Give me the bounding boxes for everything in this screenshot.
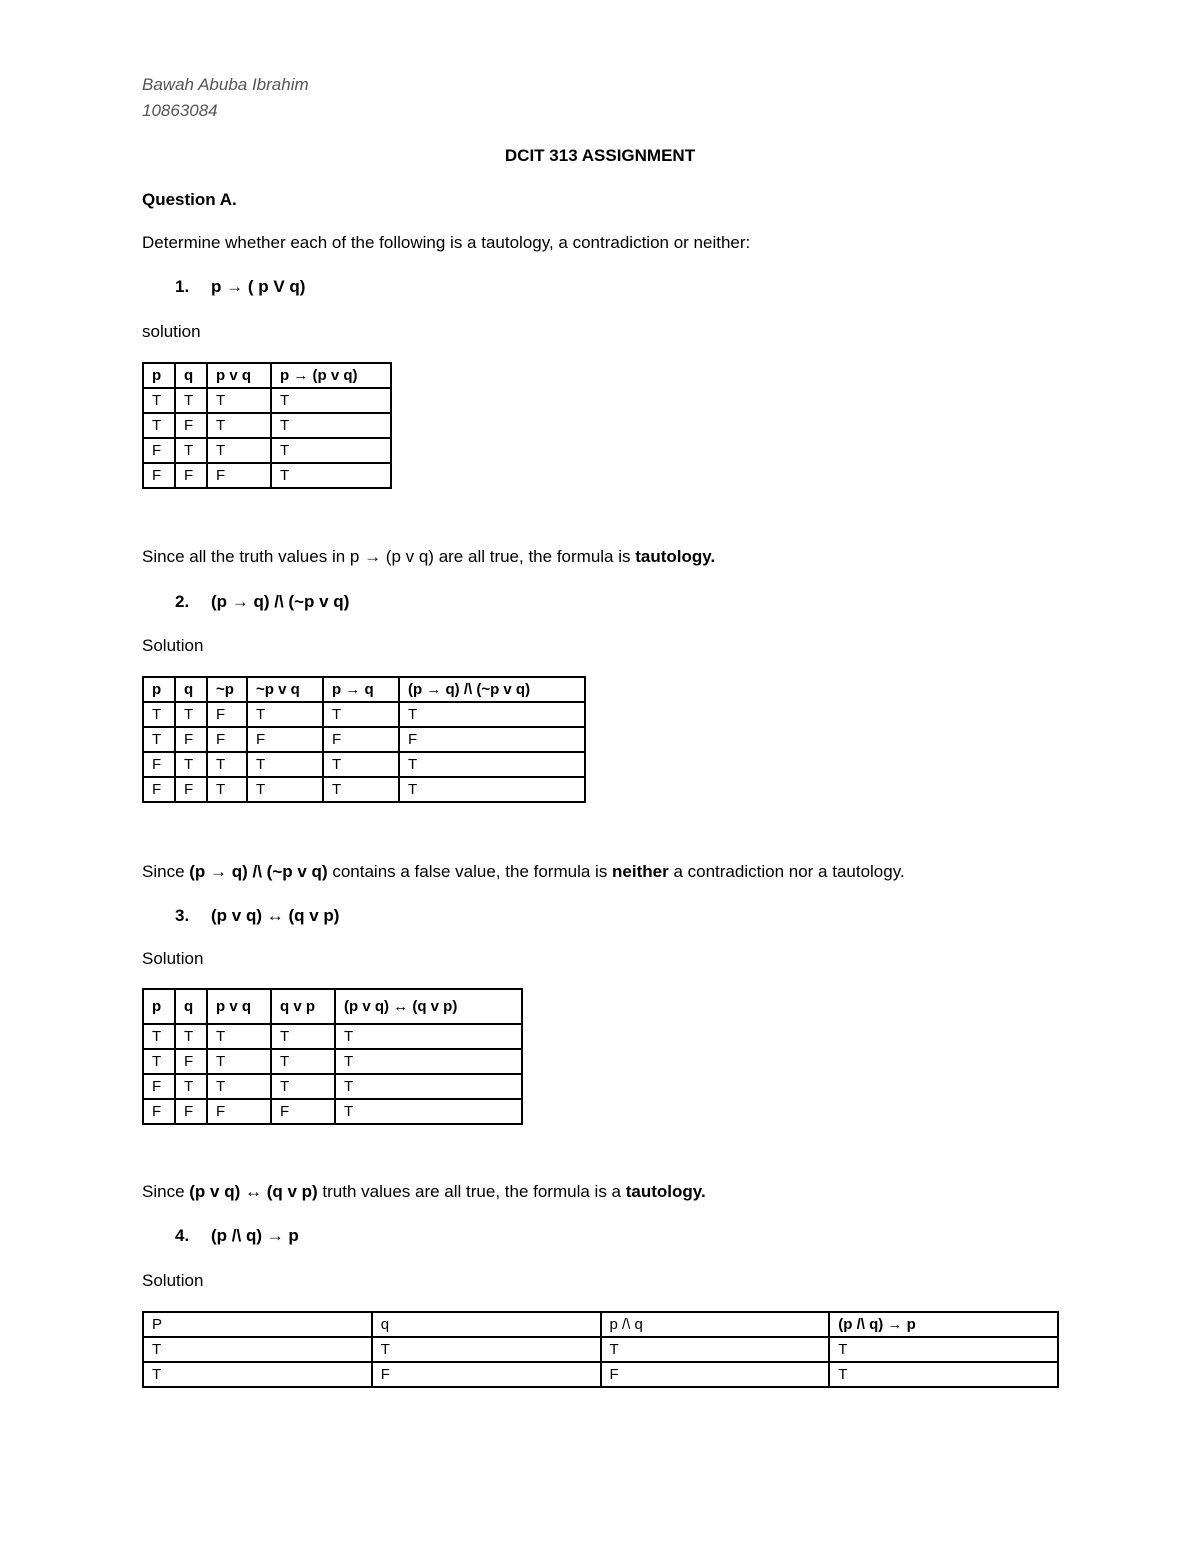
conclusion-result: tautology. <box>635 547 716 566</box>
table-cell: T <box>247 752 323 777</box>
table-header-cell: p → (p v q) <box>271 363 391 388</box>
item-number: 2. <box>175 592 190 611</box>
table-row <box>143 413 391 438</box>
table-cell: T <box>271 413 391 438</box>
table-cell: T <box>175 752 207 777</box>
table-row <box>143 777 585 802</box>
item-2-truth-table <box>142 676 586 803</box>
table-cell: F <box>207 727 247 752</box>
table-header-cell: q <box>175 363 207 388</box>
table-row <box>143 388 391 413</box>
conclusion-text: Since <box>142 862 190 881</box>
item-number: 3. <box>175 906 190 925</box>
item-formula: (p v q) ↔ (q v p) <box>211 906 340 925</box>
conclusion-text: truth values are all true, the formula is a <box>317 1182 626 1201</box>
table-row <box>143 752 585 777</box>
table-header-cell: ~p v q <box>247 677 323 702</box>
table-cell: F <box>143 1099 175 1124</box>
table-cell: F <box>143 777 175 802</box>
table-cell: T <box>247 702 323 727</box>
table-row <box>143 1074 522 1099</box>
table-row <box>143 1099 522 1124</box>
table-cell: F <box>175 463 207 488</box>
table-cell: T <box>323 702 399 727</box>
student-id: 10863084 <box>142 101 218 120</box>
item-formula: (p → q) /\ (~p v q) <box>211 592 350 611</box>
conclusion-text: Since <box>142 1182 190 1201</box>
table-cell: F <box>175 413 207 438</box>
table-header-cell: q <box>175 677 207 702</box>
item-4-solution-label: Solution <box>142 1271 204 1290</box>
table-cell: T <box>175 388 207 413</box>
table-cell: F <box>143 1074 175 1099</box>
item-1-solution-label: solution <box>142 322 201 341</box>
table-cell: T <box>271 1024 335 1049</box>
table-header-cell: q v p <box>271 989 335 1024</box>
table-header-cell: P <box>143 1312 372 1337</box>
table-header-row <box>143 989 522 1024</box>
author-name: Bawah Abuba Ibrahim <box>142 75 309 94</box>
table-cell: T <box>143 413 175 438</box>
table-header-row <box>143 677 585 702</box>
conclusion-formula: (p v q) ↔ (q v p) <box>189 1182 318 1201</box>
table-cell: T <box>175 1024 207 1049</box>
table-cell: F <box>175 727 207 752</box>
table-cell: F <box>601 1362 830 1387</box>
table-cell: T <box>601 1337 830 1362</box>
item-number: 1. <box>175 277 190 296</box>
item-1-truth-table <box>142 362 392 489</box>
table-cell: T <box>175 438 207 463</box>
table-cell: T <box>207 1049 271 1074</box>
table-cell: T <box>207 752 247 777</box>
table-cell: T <box>207 438 271 463</box>
table-header-cell: p <box>143 363 175 388</box>
table-cell: T <box>207 413 271 438</box>
table-cell: T <box>175 1074 207 1099</box>
table-row <box>143 438 391 463</box>
table-cell: F <box>207 1099 271 1124</box>
table-row <box>143 727 585 752</box>
item-2-conclusion <box>142 862 905 882</box>
table-row <box>143 1024 522 1049</box>
table-row <box>143 463 391 488</box>
conclusion-text: a contradiction nor a tautology. <box>668 862 905 881</box>
conclusion-result: neither <box>612 862 669 881</box>
table-cell: F <box>271 1099 335 1124</box>
table-row <box>143 702 585 727</box>
table-header-cell: ~p <box>207 677 247 702</box>
question-heading: Question A. <box>142 190 237 209</box>
table-header-cell: p v q <box>207 363 271 388</box>
table-cell: T <box>399 702 585 727</box>
table-cell: F <box>143 752 175 777</box>
table-cell: T <box>143 1049 175 1074</box>
item-2-heading <box>175 592 349 612</box>
table-cell: F <box>207 463 271 488</box>
conclusion-formula: (p → q) /\ (~p v q) <box>189 862 328 881</box>
item-4-truth-table <box>142 1311 1059 1388</box>
table-cell: F <box>372 1362 601 1387</box>
table-cell: T <box>143 702 175 727</box>
conclusion-result: tautology. <box>625 1182 706 1201</box>
table-cell: T <box>271 1074 335 1099</box>
table-cell: T <box>372 1337 601 1362</box>
item-1-heading <box>175 277 305 297</box>
item-3-solution-label: Solution <box>142 949 204 968</box>
table-cell: T <box>143 388 175 413</box>
table-cell: T <box>143 1362 372 1387</box>
table-cell: T <box>143 1337 372 1362</box>
table-header-row <box>143 1312 1058 1337</box>
table-cell: T <box>323 777 399 802</box>
table-header-cell: q <box>175 989 207 1024</box>
item-number: 4. <box>175 1226 190 1245</box>
table-cell: T <box>175 702 207 727</box>
table-cell: T <box>335 1024 522 1049</box>
table-cell: F <box>247 727 323 752</box>
table-row <box>143 1337 1058 1362</box>
table-header-cell: p → q <box>323 677 399 702</box>
table-cell: T <box>335 1074 522 1099</box>
page-title: DCIT 313 ASSIGNMENT <box>504 146 696 165</box>
table-cell: T <box>323 752 399 777</box>
table-cell: T <box>247 777 323 802</box>
table-header-row <box>143 363 391 388</box>
item-3-conclusion <box>142 1182 706 1202</box>
table-cell: T <box>271 1049 335 1074</box>
table-cell: F <box>175 1099 207 1124</box>
table-cell: F <box>175 1049 207 1074</box>
table-header-cell: (p /\ q) → p <box>829 1312 1058 1337</box>
table-cell: F <box>175 777 207 802</box>
table-cell: F <box>323 727 399 752</box>
table-cell: T <box>143 1024 175 1049</box>
table-cell: T <box>399 752 585 777</box>
table-cell: T <box>207 1024 271 1049</box>
table-cell: T <box>829 1337 1058 1362</box>
table-header-cell: p <box>143 677 175 702</box>
table-cell: T <box>335 1049 522 1074</box>
table-cell: T <box>207 1074 271 1099</box>
conclusion-text: contains a false value, the formula is <box>327 862 613 881</box>
table-row <box>143 1049 522 1074</box>
table-header-cell: (p v q) ↔ (q v p) <box>335 989 522 1024</box>
table-cell: T <box>829 1362 1058 1387</box>
table-cell: T <box>207 388 271 413</box>
item-formula: p → ( p V q) <box>211 277 306 296</box>
table-cell: T <box>399 777 585 802</box>
table-cell: F <box>143 463 175 488</box>
table-header-cell: p /\ q <box>601 1312 830 1337</box>
table-cell: T <box>271 388 391 413</box>
table-header-cell: (p → q) /\ (~p v q) <box>399 677 585 702</box>
table-header-cell: q <box>372 1312 601 1337</box>
conclusion-text: Since all the truth values in p → (p v q) are all true, the formula is <box>142 547 636 566</box>
table-header-cell: p v q <box>207 989 271 1024</box>
table-row <box>143 1362 1058 1387</box>
item-2-solution-label: Solution <box>142 636 204 655</box>
item-1-conclusion <box>142 547 715 567</box>
table-cell: T <box>143 727 175 752</box>
table-cell: F <box>399 727 585 752</box>
instruction-text: Determine whether each of the following is a tautology, a contradiction or neither: <box>142 233 751 252</box>
item-3-truth-table <box>142 988 523 1125</box>
table-header-cell: p <box>143 989 175 1024</box>
table-cell: T <box>271 463 391 488</box>
item-3-heading <box>175 906 339 926</box>
table-cell: T <box>207 777 247 802</box>
table-cell: F <box>207 702 247 727</box>
table-cell: T <box>335 1099 522 1124</box>
table-cell: T <box>271 438 391 463</box>
item-4-heading <box>175 1226 299 1246</box>
item-formula: (p /\ q) → p <box>211 1226 299 1245</box>
table-cell: F <box>143 438 175 463</box>
